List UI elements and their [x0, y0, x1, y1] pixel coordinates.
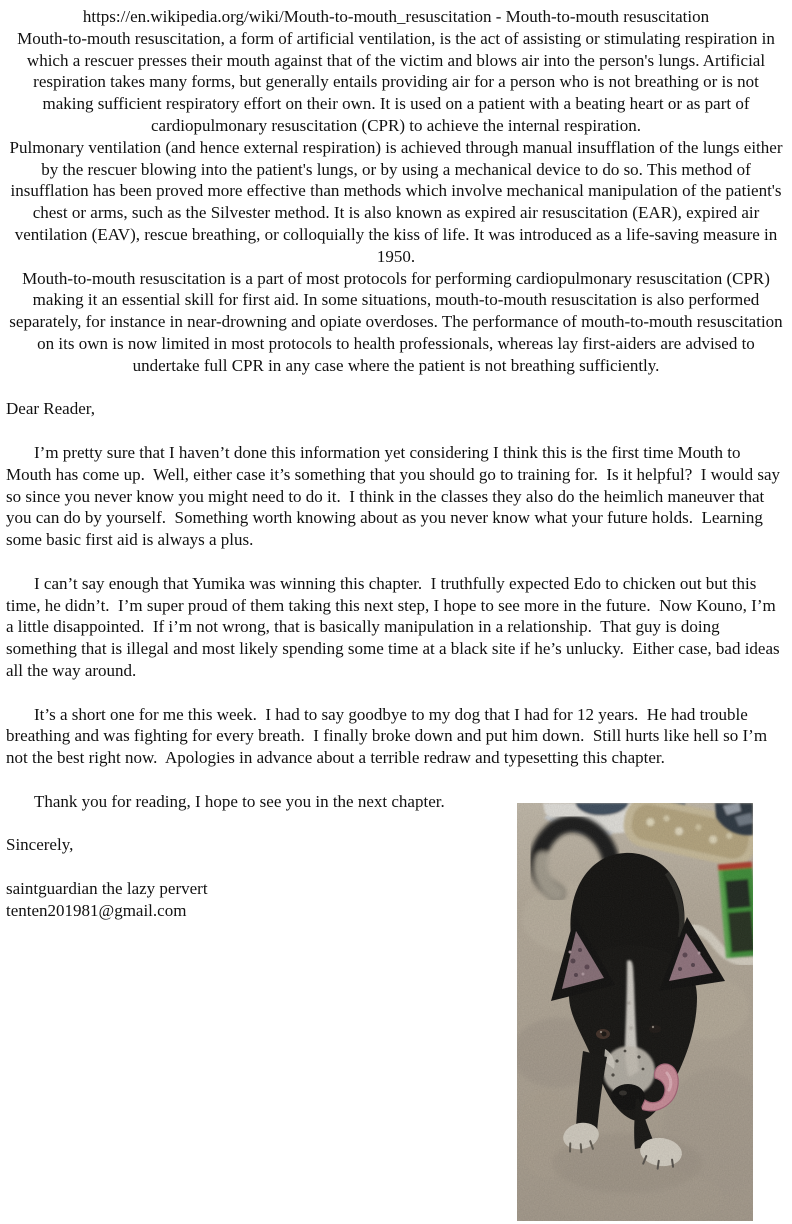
letter-closing: Sincerely, — [6, 835, 74, 855]
signature-email: tenten201981@gmail.com — [6, 900, 187, 920]
wiki-paragraph-2: Pulmonary ventilation (and hence external respiration) is achieved through manual insufflation of the lungs either by the rescuer blowing into the patient's lungs, or by using a mechanical device to do so. This method of insufflation has been proved more effective than methods which involve mechanical manipulation of the patient's chest or arms, such as the Silvester method. It is also known as expired air resuscitation (EAR), expired air ventilation (EAV), rescue breathing, or colloquially the kiss of life. It was introduced as a life-saving measure in 1950. — [9, 137, 783, 266]
dog-photo — [517, 803, 753, 1221]
grain-overlay-light — [517, 803, 753, 1221]
letter-paragraph-3: It’s a short one for me this week. I had to say goodbye to my dog that I had for 12 years. He had trouble breathing and was fighting for every breath. I finally broke down and put him down. Still hurts like hell so I’m not the best right now. Apologies in advance about a terrible redraw and typesetting this chapter. — [6, 704, 772, 768]
wiki-paragraph-3: Mouth-to-mouth resuscitation is a part of most protocols for performing cardiopulmonary resuscitation (CPR) making it an essential skill for first aid. In some situations, mouth-to-mouth resuscitation is also performed separately, for instance in near-drowning and opiate overdoses. The performance of mouth-to-mouth resuscitation on its own is now limited in most protocols to health professionals, whereas lay first-aiders are advised to undertake full CPR in any case where the patient is not breathing sufficiently. — [9, 268, 783, 375]
letter-paragraph-2: I can’t say enough that Yumika was winning this chapter. I truthfully expected Edo to chicken out but this time, he didn’t. I’m super proud of them taking this next step, I hope to see more in the future. Now Kouno, I’m a little disappointed. If i’m not wrong, that is basically manipulation in a relationship. That guy is doing something that is illegal and most likely spending some time at a black site if he’s unlucky. Either case, bad ideas all the way around. — [6, 573, 784, 680]
letter-paragraph-1: I’m pretty sure that I haven’t done this information yet considering I think this is the first time Mouth to Mouth has come up. Well, either case it’s something that you should go to training for. Is it helpful? I would say so since you never know you might need to do it. I think in the classes they also do the heimlich maneuver that you can do by yourself. Something worth knowing about as you never know what your future holds. Learning some basic first aid is always a plus. — [6, 442, 785, 550]
letter-thanks-line: Thank you for reading, I hope to see you in the next chapter. — [34, 791, 445, 811]
wiki-source-line: https://en.wikipedia.org/wiki/Mouth-to-mouth_resuscitation - Mouth-to-mouth resuscitation — [82, 7, 710, 26]
wiki-excerpt — [0, 0, 792, 377]
wiki-paragraph-1: Mouth-to-mouth resuscitation, a form of artificial ventilation, is the act of assisting or stimulating respiration in which a rescuer presses their mouth against that of the victim and blows air into the person's lungs. Artificial respiration takes many forms, but generally entails providing air for a person who is not breathing or is not making sufficient respiratory effort on their own. It is used on a patient with a beating heart or as part of cardiopulmonary resuscitation (CPR) to achieve the internal respiration. — [17, 28, 775, 135]
signature-name: saintguardian the lazy pervert — [6, 878, 208, 898]
dog-photo-illustration — [517, 803, 753, 1221]
letter-greeting: Dear Reader, — [6, 399, 95, 419]
